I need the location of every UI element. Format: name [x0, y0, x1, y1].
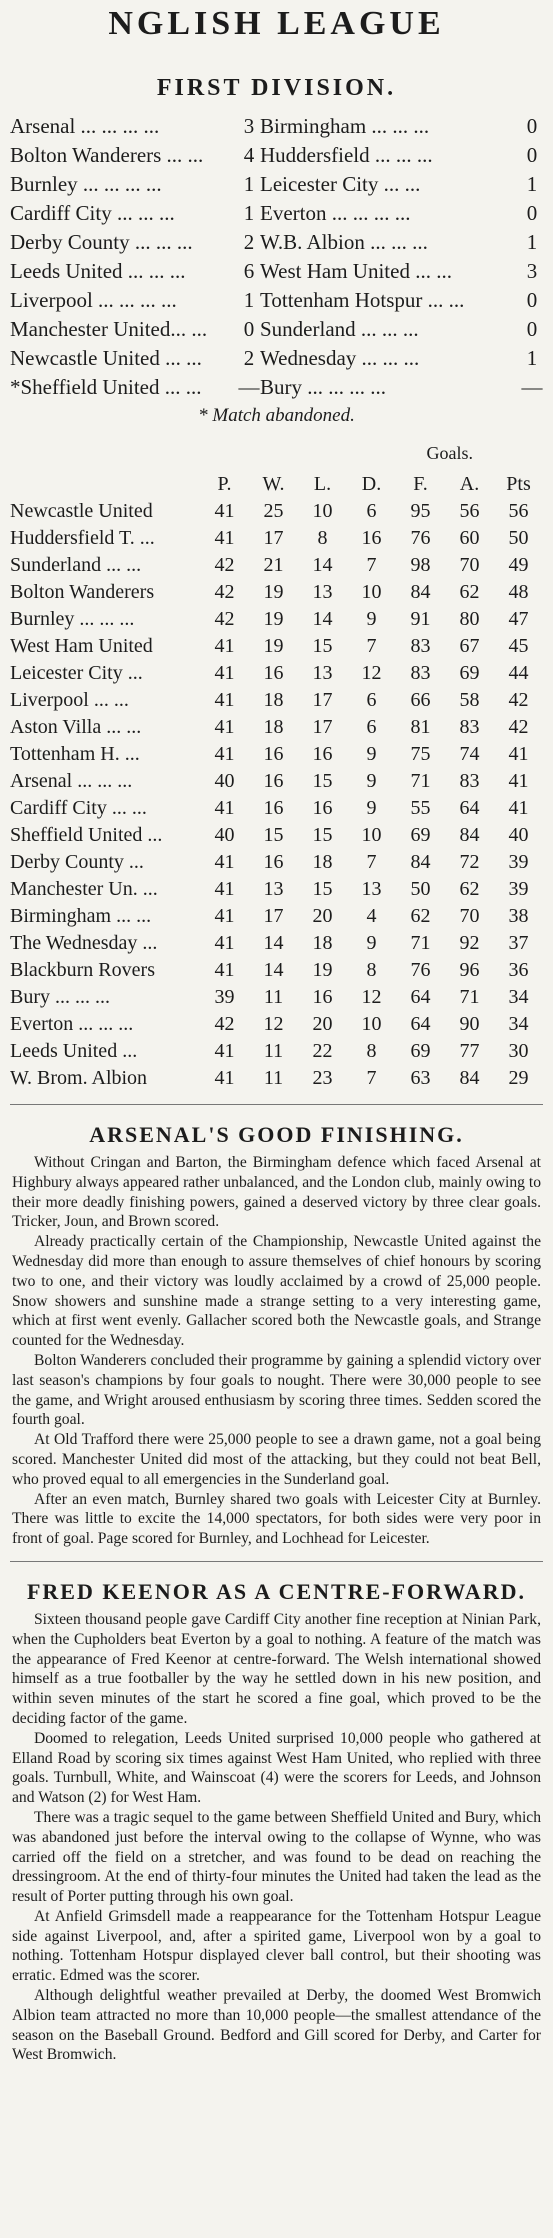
goals-label: Goals.	[426, 443, 473, 463]
table-cell: 37	[508, 932, 529, 954]
table-cell: 41	[508, 797, 529, 819]
home-team: Burnley ... ... ... ...	[10, 172, 162, 196]
article-paragraph: After an even match, Burnley shared two goals with Leicester City at Burnley. There was little to excite the 14,000 spectators, for both sides were very poor in front of goal. Page scored for Burnley, and Lochhead for Leicester.	[12, 1490, 541, 1548]
table-cell: 10	[361, 824, 382, 846]
table-cell: 10	[312, 500, 333, 522]
table-cell: 83	[410, 635, 431, 657]
home-team: Liverpool ... ... ... ...	[10, 288, 177, 312]
team-name: Derby County ...	[10, 851, 144, 873]
team-name: Aston Villa ... ...	[10, 716, 142, 738]
home-team: Derby County ... ... ...	[10, 230, 193, 254]
table-cell: 7	[366, 1067, 377, 1089]
table-cell: 18	[312, 932, 333, 954]
table-cell: 6	[366, 689, 377, 711]
home-score: 0	[243, 317, 255, 341]
table-cell: 6	[366, 716, 377, 738]
away-team: Tottenham Hotspur ... ...	[260, 288, 465, 312]
home-team: Arsenal ... ... ... ...	[10, 114, 160, 138]
team-name: Leicester City ...	[10, 662, 143, 684]
team-name: Sunderland ... ...	[10, 554, 142, 576]
table-cell: 83	[459, 770, 480, 792]
table-cell: 7	[366, 635, 377, 657]
table-cell: 74	[459, 743, 480, 765]
table-row	[10, 984, 543, 1011]
table-cell: 41	[214, 1067, 235, 1089]
table-row	[10, 579, 543, 606]
home-score: 6	[243, 259, 255, 283]
table-cell: 42	[508, 716, 529, 738]
table-cell: 84	[459, 1067, 480, 1089]
table-cell: 23	[312, 1067, 333, 1089]
table-cell: 71	[459, 986, 480, 1008]
table-cell: 41	[214, 797, 235, 819]
table-cell: 49	[508, 554, 529, 576]
table-cell: 62	[459, 581, 480, 603]
away-score: —	[521, 375, 543, 399]
result-row	[10, 228, 543, 257]
table-cell: 20	[312, 1013, 333, 1035]
table-cell: 10	[361, 581, 382, 603]
team-name: Arsenal ... ... ...	[10, 770, 133, 792]
table-cell: 39	[508, 851, 529, 873]
result-row	[10, 170, 543, 199]
team-name: West Ham United	[10, 635, 153, 657]
team-name: Manchester Un. ...	[10, 878, 158, 900]
table-cell: 12	[361, 986, 382, 1008]
table-cell: 22	[312, 1040, 333, 1062]
table-cell: 14	[263, 959, 284, 981]
column-header: W.	[262, 473, 285, 495]
team-name: W. Brom. Albion	[10, 1067, 148, 1089]
table-cell: 19	[312, 959, 333, 981]
table-row	[10, 795, 543, 822]
table-cell: 7	[366, 851, 377, 873]
article-paragraph: Doomed to relegation, Leeds United surprised 10,000 people who gathered at Elland Road by scoring six times against West Ham United, who replied with three goals. Turnbull, White, and Wainscoat (4) were the scorers for Leeds, and Johnson and Watson (2) for West Ham.	[12, 1729, 541, 1807]
table-cell: 14	[263, 932, 284, 954]
table-cell: 13	[312, 662, 333, 684]
table-cell: 15	[263, 824, 284, 846]
table-cell: 83	[459, 716, 480, 738]
away-team: Sunderland ... ... ...	[260, 317, 419, 341]
table-cell: 17	[263, 527, 284, 549]
table-cell: 15	[312, 770, 333, 792]
home-score: 1	[243, 201, 255, 225]
standings-table	[10, 498, 543, 1092]
team-name: Sheffield United ...	[10, 824, 163, 846]
table-cell: 40	[214, 770, 235, 792]
table-cell: 19	[263, 608, 284, 630]
table-cell: 69	[459, 662, 480, 684]
away-team: Everton ... ... ... ...	[260, 201, 411, 225]
table-cell: 41	[214, 932, 235, 954]
table-cell: 17	[263, 905, 284, 927]
table-cell: 29	[508, 1067, 529, 1089]
table-cell: 72	[459, 851, 480, 873]
table-cell: 45	[508, 635, 529, 657]
table-cell: 16	[263, 662, 284, 684]
home-team: Cardiff City ... ... ...	[10, 201, 175, 225]
table-cell: 34	[508, 986, 529, 1008]
table-cell: 60	[459, 527, 480, 549]
table-row	[10, 768, 543, 795]
table-cell: 16	[312, 743, 333, 765]
table-cell: 13	[312, 581, 333, 603]
table-cell: 71	[410, 932, 431, 954]
table-cell: 42	[214, 581, 235, 603]
table-cell: 41	[214, 851, 235, 873]
table-row	[10, 1011, 543, 1038]
table-cell: 48	[508, 581, 529, 603]
table-cell: 9	[366, 932, 377, 954]
table-cell: 62	[459, 878, 480, 900]
article-heading-keenor: FRED KEENOR AS A CENTRE-FORWARD.	[26, 1578, 526, 1604]
article-paragraph: Already practically certain of the Championship, Newcastle United against the Wednesday did more than enough to assure themselves of chief honours by scoring two to one, and their victory was loudly acclaimed by a crowd of 25,000 people. Snow showers and sunshine made a strange setting to a very interesting game, which at first went evenly. Gallacher scored both the Newcastle goals, and Strange counted for the Wednesday.	[12, 1233, 541, 1350]
article-paragraph: Although delightful weather prevailed at Derby, the doomed West Bromwich Albion team attracted no more than 10,000 people—the smallest attendance of the season on the Baseball Ground. Bedford and Gill scored for Derby, and Carter for West Bromwich.	[12, 1987, 541, 2064]
table-cell: 9	[366, 770, 377, 792]
table-cell: 69	[410, 1040, 431, 1062]
table-cell: 16	[263, 743, 284, 765]
table-cell: 9	[366, 608, 377, 630]
table-cell: 76	[410, 527, 431, 549]
table-row	[10, 822, 543, 849]
table-row	[10, 687, 543, 714]
table-cell: 41	[214, 743, 235, 765]
away-team: West Ham United ... ...	[260, 259, 452, 283]
result-row	[10, 141, 543, 170]
result-row	[10, 315, 543, 344]
table-cell: 25	[263, 500, 284, 522]
article-heading-arsenal: ARSENAL'S GOOD FINISHING.	[89, 1122, 464, 1147]
table-cell: 70	[459, 554, 480, 576]
away-team: W.B. Albion ... ... ...	[260, 230, 428, 254]
table-cell: 41	[214, 905, 235, 927]
table-cell: 83	[410, 662, 431, 684]
table-cell: 4	[366, 905, 377, 927]
table-cell: 19	[263, 581, 284, 603]
away-score: 1	[526, 172, 538, 196]
table-cell: 11	[263, 1040, 284, 1062]
result-row	[10, 286, 543, 315]
table-cell: 13	[361, 878, 382, 900]
table-cell: 6	[366, 500, 377, 522]
table-cell: 50	[508, 527, 529, 549]
table-cell: 15	[312, 824, 333, 846]
home-score: 1	[243, 288, 255, 312]
table-cell: 90	[459, 1013, 480, 1035]
table-cell: 62	[410, 905, 431, 927]
table-cell: 64	[410, 986, 431, 1008]
table-cell: 41	[214, 716, 235, 738]
table-row	[10, 741, 543, 768]
team-name: Bolton Wanderers	[10, 581, 155, 603]
table-cell: 15	[312, 635, 333, 657]
team-name: Tottenham H. ...	[10, 743, 140, 765]
home-score: 2	[243, 346, 255, 370]
table-cell: 64	[410, 1013, 431, 1035]
table-cell: 17	[312, 689, 333, 711]
table-row	[10, 1065, 543, 1092]
table-cell: 98	[410, 554, 431, 576]
team-name: Leeds United ...	[10, 1040, 138, 1062]
table-cell: 47	[508, 608, 529, 630]
table-cell: 9	[366, 743, 377, 765]
team-name: The Wednesday ...	[10, 932, 158, 954]
table-cell: 64	[459, 797, 480, 819]
table-cell: 71	[410, 770, 431, 792]
team-name: Blackburn Rovers	[10, 959, 155, 981]
result-row	[10, 199, 543, 228]
table-cell: 16	[263, 770, 284, 792]
home-team: Manchester United... ...	[10, 317, 208, 341]
table-cell: 8	[366, 959, 377, 981]
table-cell: 58	[459, 689, 480, 711]
masthead: NGLISH LEAGUE	[108, 5, 445, 42]
table-cell: 40	[508, 824, 529, 846]
home-score: 2	[243, 230, 255, 254]
table-cell: 39	[508, 878, 529, 900]
table-cell: 19	[263, 635, 284, 657]
home-team: Bolton Wanderers ... ...	[10, 143, 204, 167]
table-cell: 16	[312, 797, 333, 819]
article-paragraph: Bolton Wanderers concluded their programme by gaining a splendid victory over last season's champions by four goals to nought. There were 30,000 people to see the game, and Wright aroused enthusiasm by scoring three times. Sedden scored the fourth goal.	[12, 1351, 541, 1429]
column-header: A.	[459, 473, 480, 495]
table-cell: 42	[508, 689, 529, 711]
table-cell: 91	[410, 608, 431, 630]
away-team: Huddersfield ... ... ...	[260, 143, 433, 167]
table-cell: 16	[263, 797, 284, 819]
table-cell: 42	[214, 554, 235, 576]
division-title: FIRST DIVISION.	[156, 75, 397, 101]
away-score: 0	[526, 143, 538, 167]
table-cell: 56	[508, 500, 529, 522]
away-team: Birmingham ... ... ...	[260, 114, 430, 138]
table-cell: 44	[508, 662, 529, 684]
team-name: Bury ... ... ...	[10, 986, 110, 1008]
table-cell: 15	[312, 878, 333, 900]
table-cell: 41	[214, 878, 235, 900]
table-row	[10, 525, 543, 552]
article-paragraph: There was a tragic sequel to the game between Sheffield United and Bury, which was abandoned just before the interval owing to the collapse of Wynne, who was carried off the field on a stretcher, and was found to be dead on reaching the dressingroom. At the end of thirty-four minutes the United had taken the lead as the result of Porter putting through his own goal.	[12, 1808, 541, 1906]
table-cell: 9	[366, 797, 377, 819]
article-arsenal	[10, 1153, 543, 1549]
table-row	[10, 930, 543, 957]
table-cell: 84	[459, 824, 480, 846]
column-header	[10, 470, 200, 498]
table-cell: 17	[312, 716, 333, 738]
team-name: Huddersfield T. ...	[10, 527, 155, 549]
table-cell: 36	[508, 959, 529, 981]
table-cell: 10	[361, 1013, 382, 1035]
table-cell: 41	[508, 770, 529, 792]
table-cell: 55	[410, 797, 431, 819]
table-cell: 41	[214, 959, 235, 981]
table-cell: 39	[214, 986, 235, 1008]
table-row	[10, 714, 543, 741]
table-header	[10, 470, 543, 498]
home-team: *Sheffield United ... ...	[10, 375, 202, 399]
away-score: 0	[526, 114, 538, 138]
result-row	[10, 257, 543, 286]
home-team: Newcastle United ... ...	[10, 346, 202, 370]
table-row	[10, 849, 543, 876]
away-score: 1	[526, 230, 538, 254]
result-row	[10, 344, 543, 373]
table-cell: 42	[214, 1013, 235, 1035]
table-row	[10, 498, 543, 525]
table-cell: 16	[361, 527, 382, 549]
table-row	[10, 876, 543, 903]
team-name: Cardiff City ... ...	[10, 797, 147, 819]
column-header: P.	[217, 473, 232, 495]
table-cell: 95	[410, 500, 431, 522]
article-paragraph: At Anfield Grimsdell made a reappearance for the Tottenham Hotspur League side against Liverpool, and, after a spirited game, Liverpool won by a goal to nothing. Tottenham Hotspur displayed clever ball control, but their shooting was erratic. Edmed was the scorer.	[12, 1907, 541, 1985]
result-row	[10, 112, 543, 141]
table-cell: 21	[263, 554, 284, 576]
table-cell: 81	[410, 716, 431, 738]
away-score: 1	[526, 346, 538, 370]
away-team: Bury ... ... ... ...	[260, 375, 386, 399]
article-keenor	[10, 1610, 543, 2065]
table-cell: 16	[312, 986, 333, 1008]
table-cell: 92	[459, 932, 480, 954]
article-paragraph: At Old Trafford there were 25,000 people to see a drawn game, not a goal being scored. Manchester United did most of the attacking, but they could not beat Bell, who proved equal to all emergencies in the Sunderland goal.	[12, 1431, 541, 1488]
table-cell: 77	[459, 1040, 480, 1062]
column-header: D.	[361, 473, 382, 495]
away-team: Wednesday ... ... ...	[260, 346, 420, 370]
article-paragraph: Without Cringan and Barton, the Birmingham defence which faced Arsenal at Highbury always appeared rather unbalanced, and the London club, mainly owing to their more deadly finishing powers, gained a deserved victory by three clear goals. Tricker, Joun, and Brown scored.	[12, 1154, 541, 1231]
table-cell: 41	[214, 527, 235, 549]
home-team: Leeds United ... ... ...	[10, 259, 186, 283]
table-cell: 69	[410, 824, 431, 846]
home-score: —	[238, 375, 260, 399]
result-row	[10, 373, 543, 402]
away-score: 0	[526, 317, 538, 341]
team-name: Liverpool ... ...	[10, 689, 129, 711]
column-header: L.	[313, 473, 332, 495]
table-cell: 76	[410, 959, 431, 981]
away-score: 0	[526, 201, 538, 225]
table-cell: 11	[263, 986, 284, 1008]
table-row	[10, 957, 543, 984]
table-row	[10, 1038, 543, 1065]
table-cell: 38	[508, 905, 529, 927]
column-header: F.	[413, 473, 428, 495]
abandoned-note: * Match abandoned.	[198, 405, 355, 426]
home-score: 1	[243, 172, 255, 196]
table-cell: 8	[366, 1040, 377, 1062]
table-cell: 14	[312, 608, 333, 630]
table-cell: 14	[312, 554, 333, 576]
table-row	[10, 633, 543, 660]
table-cell: 66	[410, 689, 431, 711]
table-cell: 13	[263, 878, 284, 900]
table-cell: 41	[214, 1040, 235, 1062]
table-row	[10, 606, 543, 633]
away-score: 3	[526, 259, 538, 283]
table-row	[10, 903, 543, 930]
team-name: Birmingham ... ...	[10, 905, 152, 927]
table-cell: 12	[263, 1013, 284, 1035]
table-cell: 41	[508, 743, 529, 765]
table-cell: 18	[263, 716, 284, 738]
table-cell: 7	[366, 554, 377, 576]
table-cell: 41	[214, 689, 235, 711]
table-row	[10, 552, 543, 579]
table-cell: 18	[263, 689, 284, 711]
table-cell: 67	[459, 635, 480, 657]
table-cell: 70	[459, 905, 480, 927]
table-cell: 8	[317, 527, 328, 549]
table-cell: 84	[410, 851, 431, 873]
table-cell: 84	[410, 581, 431, 603]
table-cell: 63	[410, 1067, 431, 1089]
table-cell: 12	[361, 662, 382, 684]
home-score: 4	[243, 143, 255, 167]
home-score: 3	[243, 114, 255, 138]
table-cell: 96	[459, 959, 480, 981]
table-cell: 18	[312, 851, 333, 873]
table-cell: 80	[459, 608, 480, 630]
team-name: Newcastle United	[10, 500, 153, 522]
table-cell: 34	[508, 1013, 529, 1035]
table-cell: 20	[312, 905, 333, 927]
away-team: Leicester City ... ...	[260, 172, 421, 196]
divider	[10, 1561, 543, 1562]
table-row	[10, 660, 543, 687]
table-cell: 56	[459, 500, 480, 522]
table-cell: 42	[214, 608, 235, 630]
article-paragraph: Sixteen thousand people gave Cardiff City another fine reception at Ninian Park, when the Cupholders beat Everton by a goal to nothing. A feature of the match was the appearance of Fred Keenor at centre-forward. The Welsh international showed himself as a true footballer by the way he settled down in his new position, and within seven minutes of the start he scored a fine goal, which proved to be the deciding factor of the game.	[12, 1610, 541, 1727]
column-header: Pts	[506, 473, 531, 495]
table-cell: 16	[263, 851, 284, 873]
results-list	[10, 112, 543, 402]
table-cell: 75	[410, 743, 431, 765]
table-cell: 41	[214, 635, 235, 657]
team-name: Everton ... ... ...	[10, 1013, 134, 1035]
table-cell: 41	[214, 662, 235, 684]
away-score: 0	[526, 288, 538, 312]
table-cell: 41	[214, 500, 235, 522]
table-cell: 50	[410, 878, 431, 900]
divider	[10, 1104, 543, 1105]
table-cell: 40	[214, 824, 235, 846]
team-name: Burnley ... ... ...	[10, 608, 135, 630]
table-cell: 30	[508, 1040, 529, 1062]
table-cell: 11	[263, 1067, 284, 1089]
